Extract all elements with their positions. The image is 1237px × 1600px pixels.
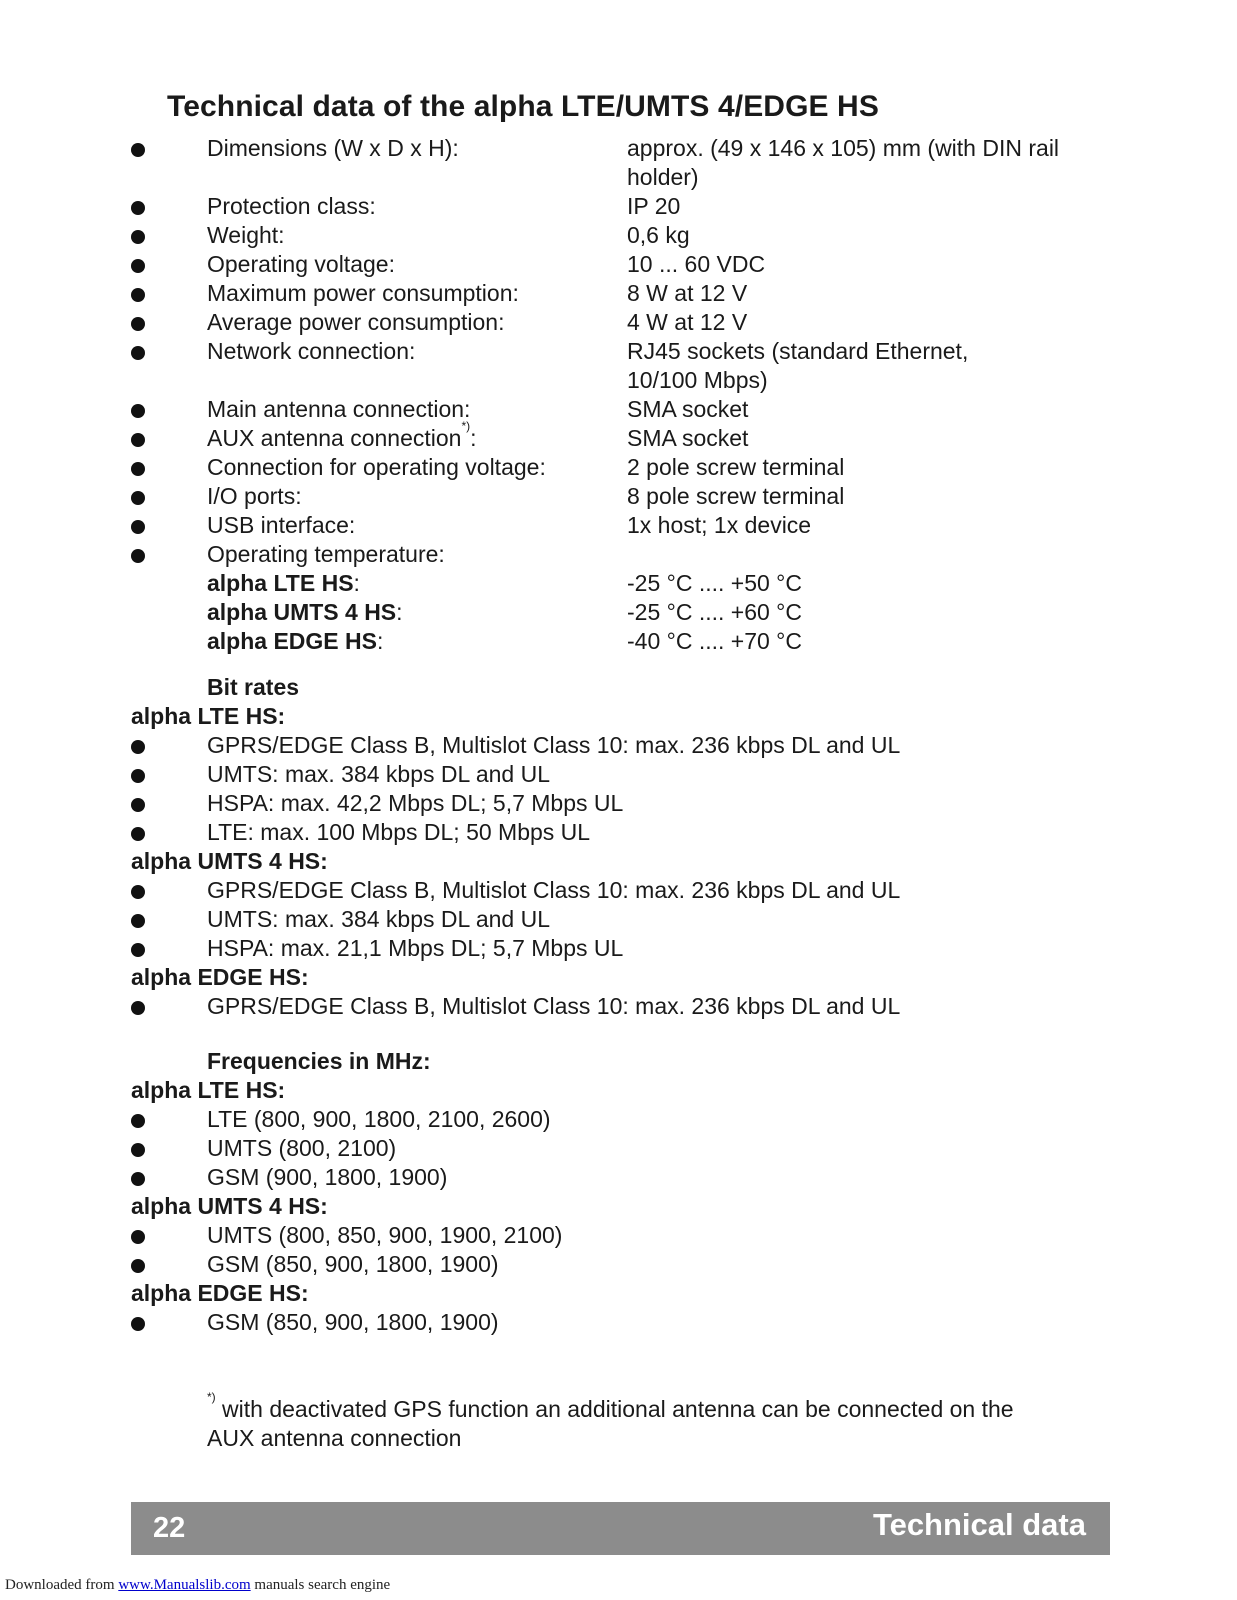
bullet-icon bbox=[131, 259, 145, 273]
bullet-icon bbox=[131, 520, 145, 534]
bullet-icon bbox=[131, 201, 145, 215]
group-heading: alpha EDGE HS: bbox=[131, 964, 309, 990]
footnote bbox=[0, 1390, 1237, 1453]
temperature-range: -25 °C .... +50 °C bbox=[627, 570, 802, 596]
bullet-icon bbox=[131, 1230, 145, 1244]
spec-row bbox=[0, 395, 1237, 424]
page-number: 22 bbox=[153, 1512, 186, 1544]
spec-value: SMA socket bbox=[627, 396, 749, 422]
temperature-row bbox=[0, 569, 1237, 598]
list-item: LTE (800, 900, 1800, 2100, 2600) bbox=[0, 1105, 1237, 1134]
list-item: HSPA: max. 42,2 Mbps DL; 5,7 Mbps UL bbox=[0, 789, 1237, 818]
spec-label: Network connection: bbox=[207, 338, 416, 364]
bullet-icon bbox=[131, 462, 145, 476]
section-heading: Bit rates bbox=[207, 674, 300, 700]
list-item: UMTS (800, 2100) bbox=[0, 1134, 1237, 1163]
spec-row bbox=[0, 511, 1237, 540]
spec-value: RJ45 sockets (standard Ethernet, bbox=[627, 338, 969, 364]
temperature-row bbox=[0, 627, 1237, 656]
bullet-icon bbox=[131, 491, 145, 505]
spec-row bbox=[0, 250, 1237, 279]
bullet-icon bbox=[131, 1143, 145, 1157]
temperature-model: alpha UMTS 4 HS: bbox=[207, 599, 403, 625]
spec-label: AUX antenna connection*): bbox=[207, 419, 477, 451]
spec-label: Main antenna connection: bbox=[207, 396, 471, 422]
bullet-icon bbox=[131, 943, 145, 957]
bullet-icon bbox=[131, 1317, 145, 1331]
temperature-model: alpha EDGE HS: bbox=[207, 628, 384, 654]
list-item: LTE: max. 100 Mbps DL; 50 Mbps UL bbox=[0, 818, 1237, 847]
spec-value: 8 pole screw terminal bbox=[627, 483, 845, 509]
spec-label: Protection class: bbox=[207, 193, 376, 219]
bullet-icon bbox=[131, 317, 145, 331]
bullet-icon bbox=[131, 827, 145, 841]
spec-label: Average power consumption: bbox=[207, 309, 505, 335]
group-heading: alpha UMTS 4 HS: bbox=[131, 1193, 328, 1219]
spec-row bbox=[0, 453, 1237, 482]
manualslib-link[interactable]: www.Manualslib.com bbox=[118, 1577, 251, 1593]
spec-value: SMA socket bbox=[627, 425, 749, 451]
bullet-icon bbox=[131, 346, 145, 360]
list-item: GPRS/EDGE Class B, Multislot Class 10: max. 236 kbps DL and UL bbox=[0, 731, 1237, 760]
bit-rates-section bbox=[0, 673, 1237, 1021]
list-item: GSM (850, 900, 1800, 1900) bbox=[0, 1308, 1237, 1337]
list-item: GPRS/EDGE Class B, Multislot Class 10: max. 236 kbps DL and UL bbox=[0, 992, 1237, 1021]
spec-value: IP 20 bbox=[627, 193, 681, 219]
list-item: HSPA: max. 21,1 Mbps DL; 5,7 Mbps UL bbox=[0, 934, 1237, 963]
spec-row bbox=[0, 134, 1237, 163]
footer-bar bbox=[131, 1502, 1110, 1555]
temperature-range: -40 °C .... +70 °C bbox=[627, 628, 802, 654]
spec-label: Weight: bbox=[207, 222, 285, 248]
bullet-icon bbox=[131, 288, 145, 302]
spec-value: 10/100 Mbps) bbox=[627, 367, 768, 393]
footer-section-title: Technical data bbox=[872, 1507, 1086, 1542]
footnote-line: AUX antenna connection bbox=[207, 1425, 462, 1451]
bullet-icon bbox=[131, 1172, 145, 1186]
spec-label: USB interface: bbox=[207, 512, 356, 538]
spec-label: Dimensions (W x D x H): bbox=[207, 135, 459, 161]
spec-value: 2 pole screw terminal bbox=[627, 454, 845, 480]
spec-value: 0,6 kg bbox=[627, 222, 690, 248]
spec-row bbox=[0, 308, 1237, 337]
bullet-icon bbox=[131, 914, 145, 928]
temperature-model: alpha LTE HS: bbox=[207, 570, 360, 596]
spec-value: approx. (49 x 146 x 105) mm (with DIN rail bbox=[627, 135, 1060, 161]
spec-row bbox=[0, 221, 1237, 250]
spec-row bbox=[0, 337, 1237, 366]
spec-value: 4 W at 12 V bbox=[627, 309, 748, 335]
bullet-icon bbox=[131, 433, 145, 447]
bullet-icon bbox=[131, 143, 145, 157]
spec-row-continued bbox=[0, 366, 1237, 395]
group-heading: alpha LTE HS: bbox=[131, 1077, 286, 1103]
page-title: Technical data of the alpha LTE/UMTS 4/EDGE HS bbox=[167, 90, 879, 123]
spec-value: 1x host; 1x device bbox=[627, 512, 812, 538]
bullet-icon bbox=[131, 549, 145, 563]
spec-row bbox=[0, 192, 1237, 221]
frequencies-section bbox=[0, 1047, 1237, 1337]
download-notice: Downloaded from www.Manualslib.com manuals search engine bbox=[5, 1577, 391, 1593]
spec-row bbox=[0, 482, 1237, 511]
spec-list bbox=[0, 134, 1237, 656]
spec-value: 10 ... 60 VDC bbox=[627, 251, 766, 277]
spec-label: Maximum power consumption: bbox=[207, 280, 519, 306]
spec-row bbox=[0, 540, 1237, 569]
bullet-icon bbox=[131, 769, 145, 783]
group-heading: alpha UMTS 4 HS: bbox=[131, 848, 328, 874]
spec-label: Operating voltage: bbox=[207, 251, 395, 277]
list-item: GSM (850, 900, 1800, 1900) bbox=[0, 1250, 1237, 1279]
spec-value: 8 W at 12 V bbox=[627, 280, 748, 306]
spec-label: I/O ports: bbox=[207, 483, 302, 509]
group-heading: alpha EDGE HS: bbox=[131, 1280, 309, 1306]
footnote-line: *) with deactivated GPS function an additional antenna can be connected on the bbox=[207, 1390, 1014, 1422]
footnote-marker: *) bbox=[461, 419, 471, 433]
bullet-icon bbox=[131, 1001, 145, 1015]
bullet-icon bbox=[131, 798, 145, 812]
spec-value: holder) bbox=[627, 164, 699, 190]
bullet-icon bbox=[131, 1259, 145, 1273]
spec-label: Connection for operating voltage: bbox=[207, 454, 546, 480]
spec-row-continued bbox=[0, 163, 1237, 192]
bullet-icon bbox=[131, 740, 145, 754]
bullet-icon bbox=[131, 1114, 145, 1128]
list-item: UMTS (800, 850, 900, 1900, 2100) bbox=[0, 1221, 1237, 1250]
bullet-icon bbox=[131, 404, 145, 418]
footnote-marker: *) bbox=[207, 1390, 216, 1404]
spec-label: Operating temperature: bbox=[207, 541, 445, 567]
bullet-icon bbox=[131, 230, 145, 244]
temperature-row bbox=[0, 598, 1237, 627]
bullet-icon bbox=[131, 885, 145, 899]
list-item: GPRS/EDGE Class B, Multislot Class 10: max. 236 kbps DL and UL bbox=[0, 876, 1237, 905]
temperature-range: -25 °C .... +60 °C bbox=[627, 599, 802, 625]
list-item: UMTS: max. 384 kbps DL and UL bbox=[0, 905, 1237, 934]
section-heading: Frequencies in MHz: bbox=[207, 1048, 431, 1074]
spec-row bbox=[0, 279, 1237, 308]
list-item: GSM (900, 1800, 1900) bbox=[0, 1163, 1237, 1192]
group-heading: alpha LTE HS: bbox=[131, 703, 286, 729]
list-item: UMTS: max. 384 kbps DL and UL bbox=[0, 760, 1237, 789]
spec-row bbox=[0, 419, 1237, 453]
